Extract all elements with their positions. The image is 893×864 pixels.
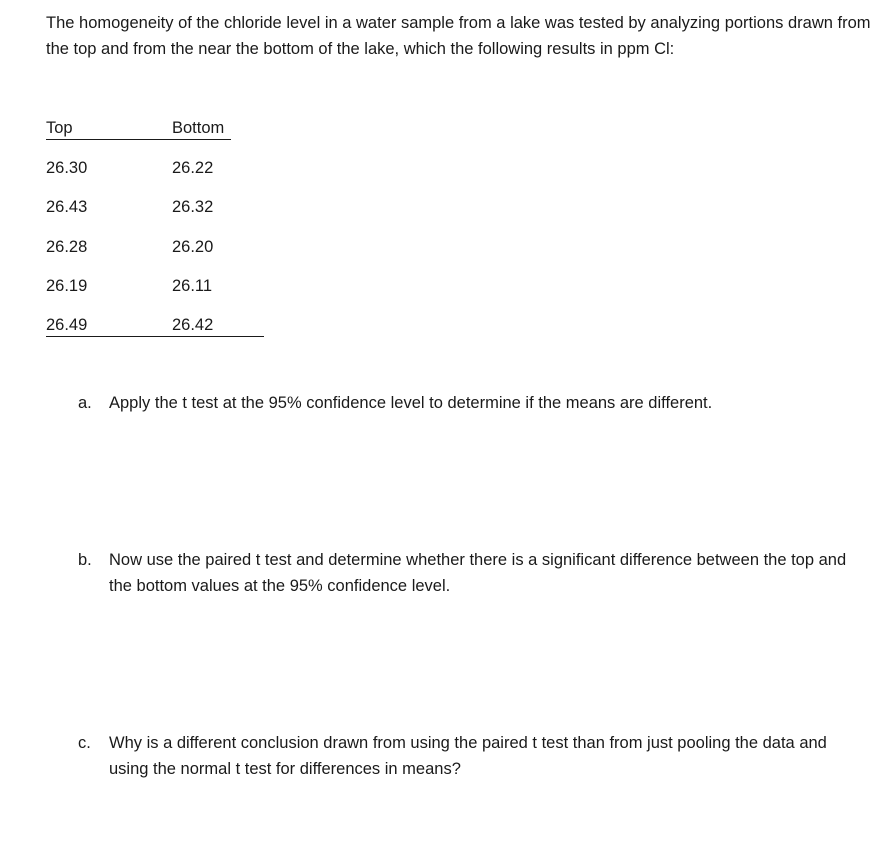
top-value: 26.19 [46,276,88,295]
bottom-value: 26.20 [172,237,214,256]
question-b-letter: b. [78,551,92,569]
bottom-value: 26.11 [172,276,213,295]
bottom-value: 26.42 [172,316,214,335]
question-b-text: Now use the paired t test and determine whether there is a significant difference between the top and the bottom values at the 95% confidence level. [109,551,847,595]
top-value: 26.43 [46,198,88,217]
table-row [46,234,266,273]
column-header-top: Top [46,119,73,137]
table-row [46,155,266,194]
bottom-value: 26.32 [172,198,214,217]
table-row [46,194,266,233]
question-c-text: Why is a different conclusion drawn from using the paired t test than from just pooling the data and using the normal t test for differences in means? [109,734,827,778]
table-row [46,273,266,312]
table-row [46,312,266,351]
top-value: 26.28 [46,237,88,256]
bottom-value: 26.22 [172,159,214,177]
data-table [46,115,266,351]
table-header-row [46,115,231,140]
top-value: 26.49 [46,316,88,335]
question-a-text: Apply the t test at the 95% confidence level to determine if the means are different. [109,394,713,412]
table-bottom-rule [46,336,264,337]
question-a-letter: a. [78,394,92,412]
column-header-bottom: Bottom [172,119,225,137]
question-c-letter: c. [78,734,91,752]
problem-statement: The homogeneity of the chloride level in a water sample from a lake was tested by analyzing portions drawn from the top and from the near the bottom of the lake, which the following results in ppm Cl: [46,14,871,58]
top-value: 26.30 [46,159,88,177]
